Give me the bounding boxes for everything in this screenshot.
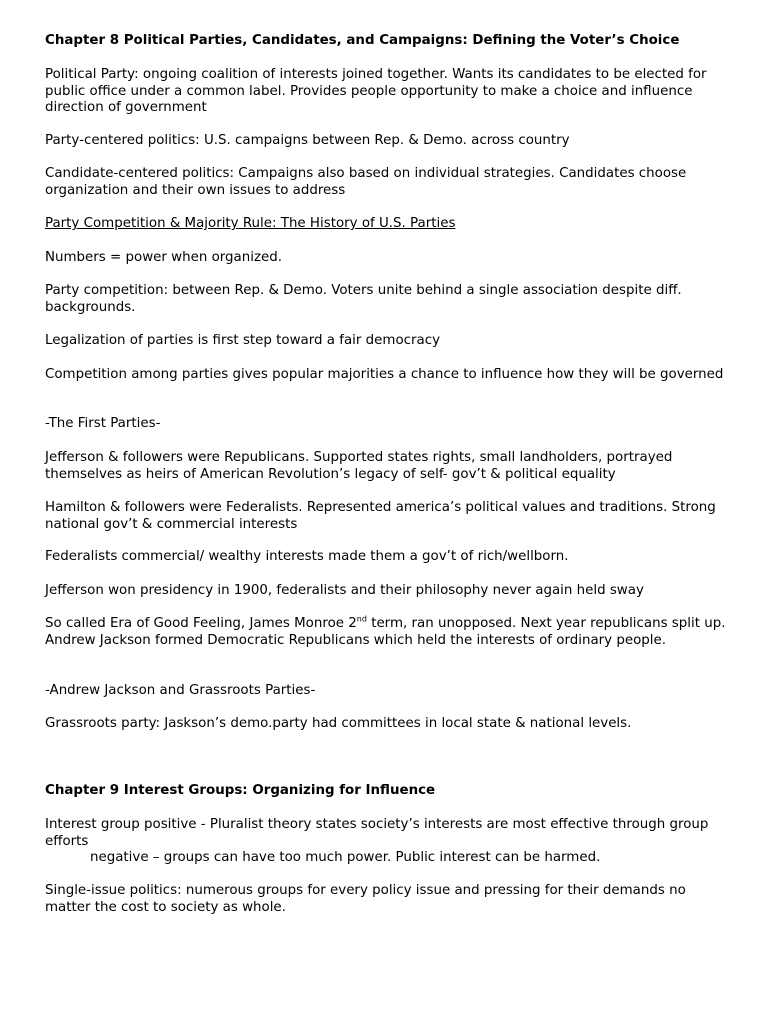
good-feeling-text-b: term, ran unopposed. Next year republicans split up. Andrew Jackson formed Democratic Republicans which held the interests of ordinary people. [45, 616, 726, 648]
section-jackson-grassroots: -Andrew Jackson and Grassroots Parties- [45, 683, 316, 698]
ordinal-suffix: nd [356, 614, 367, 624]
paragraph-hamilton: Hamilton & followers were Federalists. Represented america’s political values and traditions. Strong national gov’t & commercial interests [45, 500, 716, 532]
good-feeling-text-a: So called Era of Good Feeling, James Monroe 2 [45, 616, 357, 631]
paragraph-interest-group-negative [45, 850, 735, 867]
paragraph-legalization: Legalization of parties is first step toward a fair democracy [45, 333, 440, 348]
paragraph-party-competition: Party competition: between Rep. & Demo. Voters unite behind a single association despite diff. backgrounds. [45, 283, 682, 315]
paragraph-interest-group-positive: Interest group positive - Pluralist theory states society’s interests are most effective through group efforts [45, 817, 709, 849]
negative-indented-text: negative – groups can have too much power. Public interest can be harmed. [90, 850, 601, 865]
subheading-party-history: Party Competition & Majority Rule: The History of U.S. Parties [45, 216, 456, 231]
chapter-9-heading: Chapter 9 Interest Groups: Organizing for Influence [45, 783, 436, 798]
section-first-parties: -The First Parties- [45, 416, 161, 431]
paragraph-jefferson-won: Jefferson won presidency in 1900, federalists and their philosophy never again held sway [45, 583, 644, 598]
paragraph-majorities: Competition among parties gives popular majorities a chance to influence how they will be governed [45, 367, 724, 382]
paragraph-party-centered: Party-centered politics: U.S. campaigns between Rep. & Demo. across country [45, 133, 570, 148]
paragraph-political-party: Political Party: ongoing coalition of interests joined together. Wants its candidates to be elected for public office under a common label. Provides people opportunity to make a choice and influence direction of government [45, 67, 707, 115]
paragraph-good-feeling [45, 616, 735, 649]
paragraph-federalists: Federalists commercial/ wealthy interests made them a gov’t of rich/wellborn. [45, 549, 569, 564]
paragraph-numbers: Numbers = power when organized. [45, 250, 282, 265]
paragraph-single-issue: Single-issue politics: numerous groups for every policy issue and pressing for their demands no matter the cost to society as whole. [45, 883, 686, 915]
paragraph-jefferson: Jefferson & followers were Republicans. Supported states rights, small landholders, portrayed themselves as heirs of American Revolution’s legacy of self- gov’t & political equality [45, 450, 673, 482]
chapter-8-heading: Chapter 8 Political Parties, Candidates, and Campaigns: Defining the Voter’s Choice [45, 33, 680, 48]
paragraph-grassroots: Grassroots party: Jaskson’s demo.party had committees in local state & national levels. [45, 716, 632, 731]
paragraph-candidate-centered: Candidate-centered politics: Campaigns also based on individual strategies. Candidates choose organization and their own issues to address [45, 166, 687, 198]
